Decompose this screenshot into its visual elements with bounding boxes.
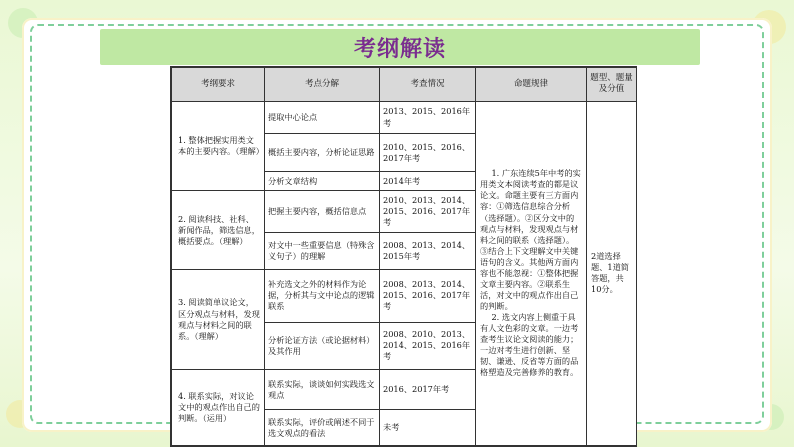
point-cell: 分析文章结构 — [265, 172, 380, 191]
status-cell: 2008、2013、2014、2015、2016、2017年考 — [380, 270, 476, 323]
point-cell: 联系实际，评价或阐述不同于选文观点的看法 — [265, 410, 380, 446]
requirement-cell: 2. 阅读科技、社科、新闻作品，筛选信息，概括要点。（理解） — [172, 191, 265, 270]
point-cell: 对文中一些重要信息（特殊含义句子）的理解 — [265, 233, 380, 270]
status-cell: 未考 — [380, 410, 476, 446]
point-cell: 分析论证方法（或论据材料）及其作用 — [265, 322, 380, 369]
status-cell: 2014年考 — [380, 172, 476, 191]
status-cell: 2010、2013、2014、2015、2016、2017年考 — [380, 191, 476, 233]
status-cell: 2013、2015、2016年考 — [380, 101, 476, 134]
syllabus-grid — [171, 67, 637, 446]
requirement-cell: 4. 联系实际，对议论文中的观点作出自己的判断。（运用） — [172, 370, 265, 446]
status-cell: 2016、2017年考 — [380, 370, 476, 410]
point-cell: 概括主要内容，分析论证思路 — [265, 134, 380, 172]
status-cell: 2008、2010、2013、2014、2015、2016年考 — [380, 322, 476, 369]
point-cell: 补充选文之外的材料作为论据，分析其与文中论点的逻辑联系 — [265, 270, 380, 323]
header-point: 考点分解 — [265, 68, 380, 102]
header-score: 题型、题量及分值 — [587, 68, 637, 102]
rule-cell — [476, 101, 587, 445]
point-cell: 联系实际，谈谈如何实践选文观点 — [265, 370, 380, 410]
header-requirement: 考纲要求 — [172, 68, 265, 102]
point-cell: 把握主要内容，概括信息点 — [265, 191, 380, 233]
point-cell: 提取中心论点 — [265, 101, 380, 134]
syllabus-table — [170, 66, 637, 447]
rule-paragraph: 2. 选文内容上侧重于具有人文色彩的文章。一边考查考生议论文阅读的能力；一边对考生进行创新、坚韧、谦逊、反省等方面的品格塑造及完善修养的教育。 — [480, 312, 579, 378]
requirement-cell: 3. 阅读简单议论文，区分观点与材料，发现观点与材料之间的联系。（理解） — [172, 270, 265, 370]
header-status: 考查情况 — [380, 68, 476, 102]
page-title: 考纲解读 — [353, 36, 446, 62]
status-cell: 2008、2013、2014、2015年考 — [380, 233, 476, 270]
rule-paragraph: 1. 广东连续5年中考的实用类文本阅读考查的都是议论文。命题主要有三方面内容：①筛选信息综合分析（选择题）。②区分文中的观点与材料，发现观点与材料之间的联系（选择题）。③结合上下文理解文中关键语句的含义。其他两方面内容也不能忽视：①整体把握文章主要内容。②联系生活，对文中的观点作出自己的判断。 — [480, 168, 581, 311]
requirement-cell: 1. 整体把握实用类文本的主要内容。（理解） — [172, 101, 265, 190]
title-banner — [100, 29, 700, 65]
table-header-row — [172, 68, 637, 102]
status-cell: 2010、2015、2016、2017年考 — [380, 134, 476, 172]
header-rule: 命题规律 — [476, 68, 587, 102]
table-row — [172, 101, 637, 134]
score-cell: 2道选择题、1道简答题，共10分。 — [587, 101, 637, 445]
